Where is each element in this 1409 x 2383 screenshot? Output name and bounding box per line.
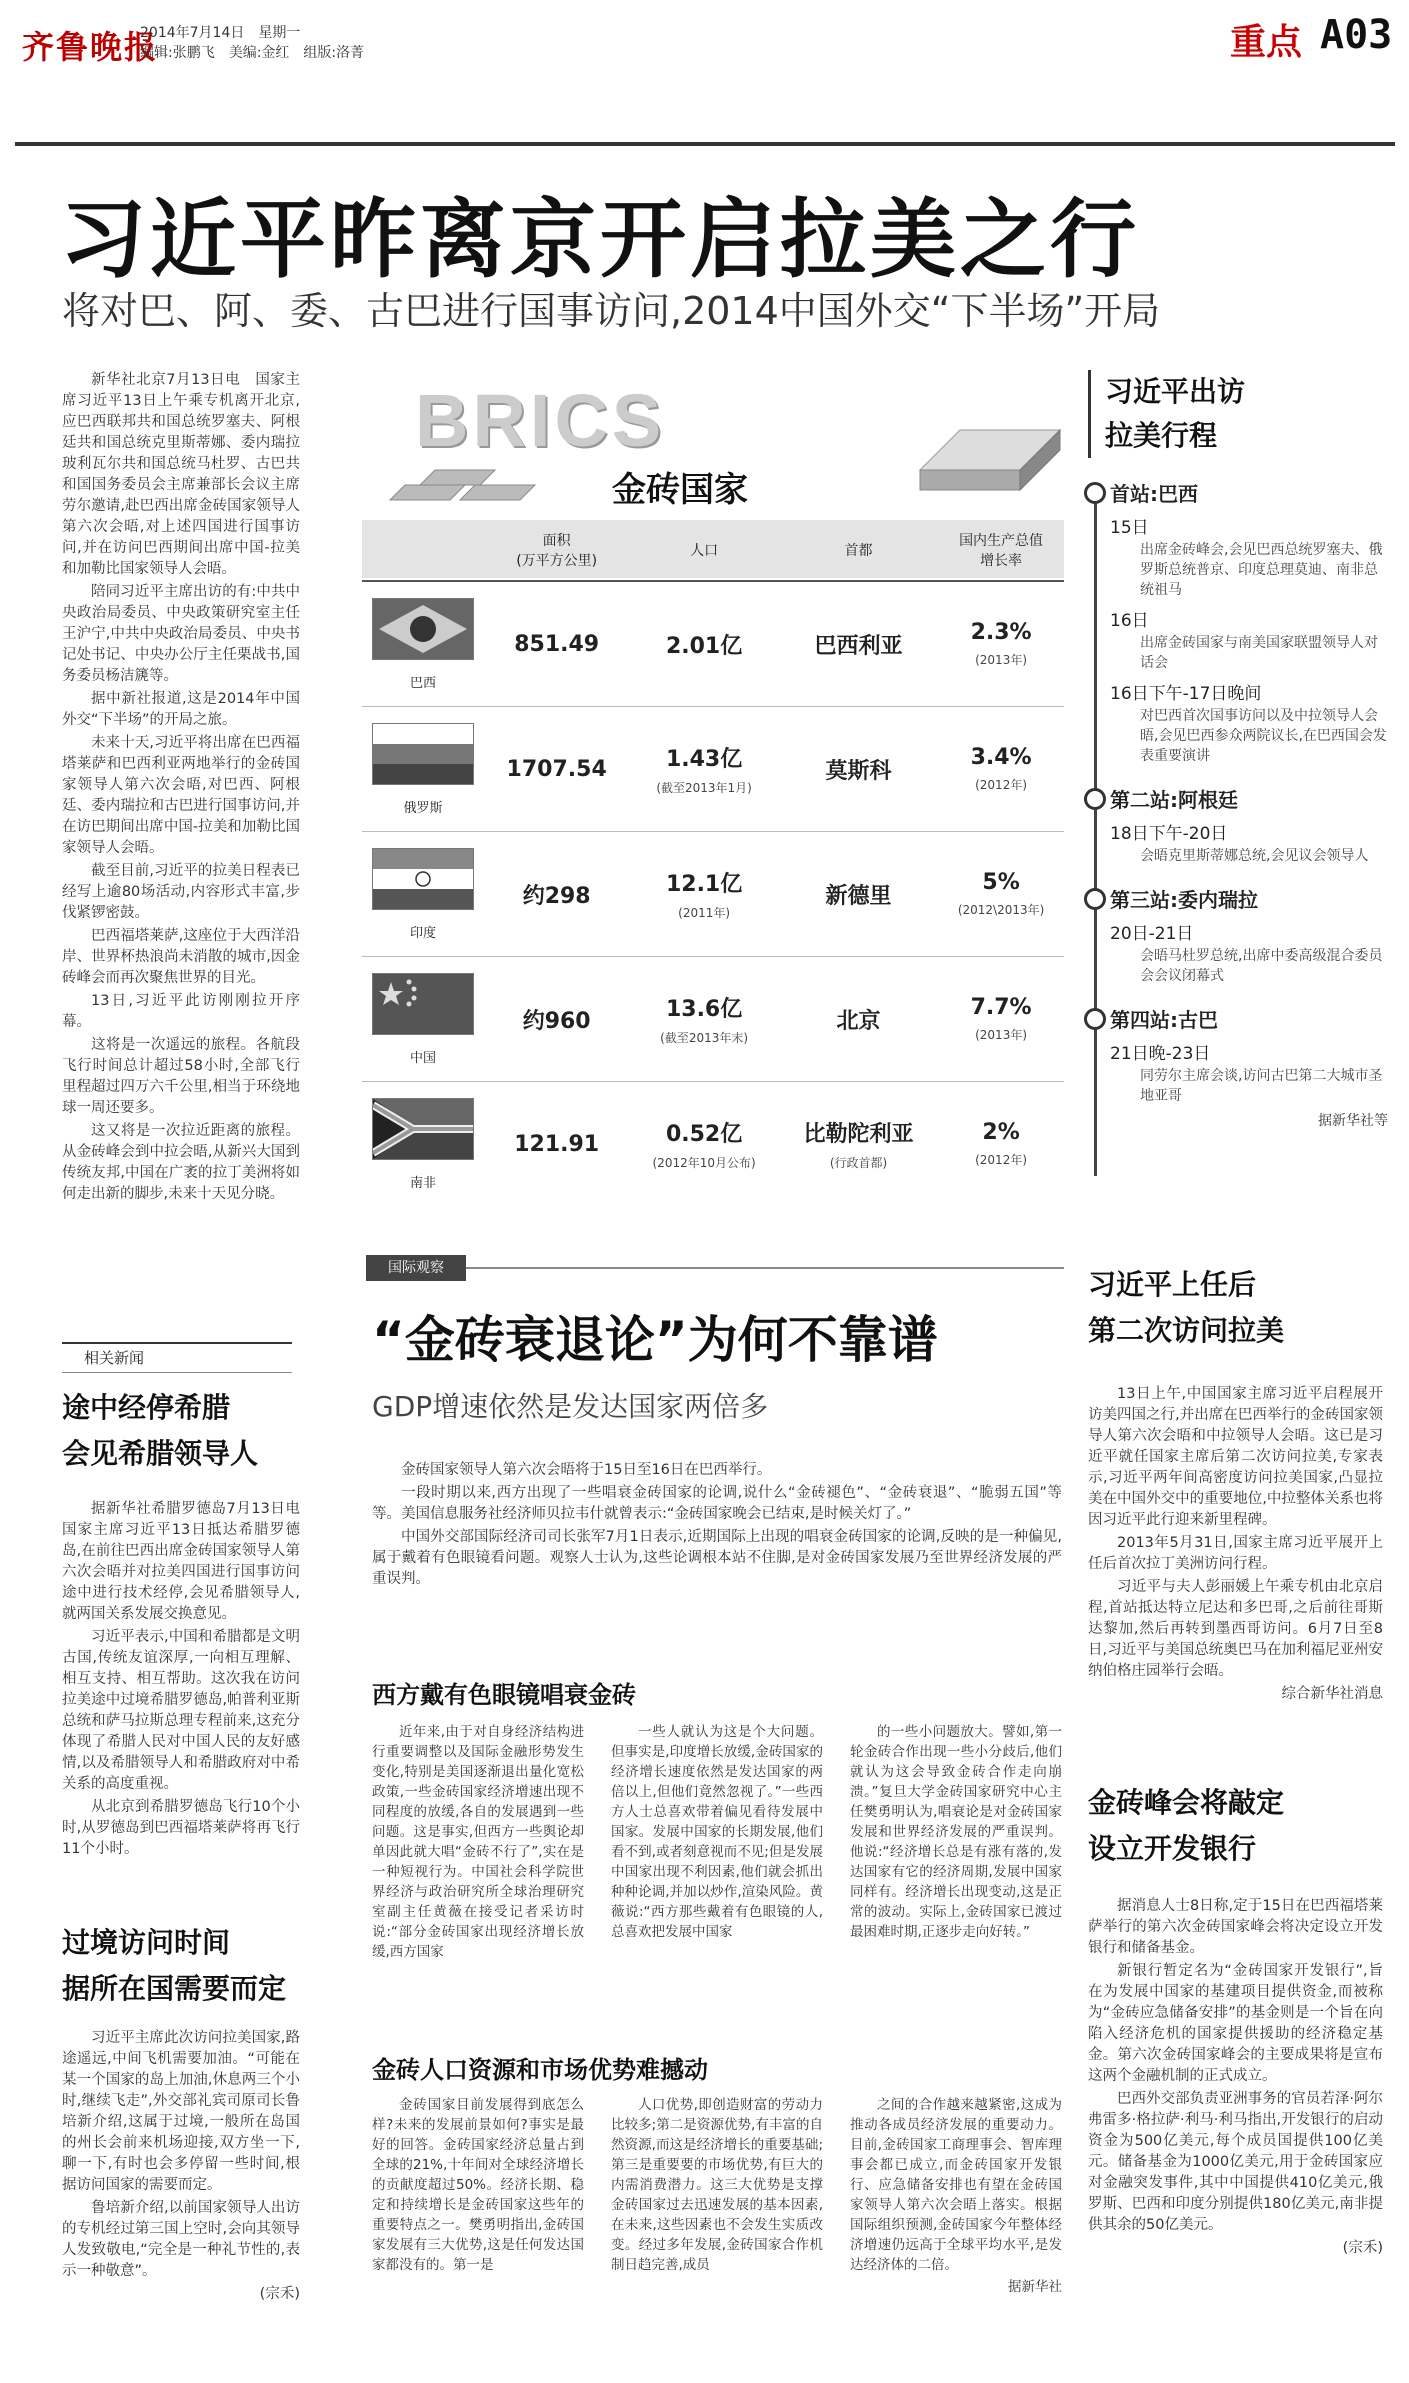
pop-cell (629, 1082, 779, 1207)
flag-cell (362, 581, 484, 707)
transit-title-1: 过境访问时间 (62, 1926, 231, 1959)
second-visit-source: 综合新华社消息 (1281, 1686, 1383, 1702)
brics-infographic (362, 370, 1064, 1245)
second-visit-paragraph: 13日上午,中国国家主席习近平启程展开访美四国之行,并出席在巴西举行的金砖国家领导人第六次会晤和中拉领导人会晤。这已是习近平就任国家主席后第二次访问拉美,专家表示,习近平两年间高密度访问拉美国家,凸显拉美在中国外交中的重要地位,中拉整体关系也将因习近平此行迎来新里程碑。 (1088, 1386, 1383, 1528)
bank-paragraph: 新银行暂定名为“金砖国家开发银行”,旨在为发展中国家的基建项目提供资金,而被称为“金砖应急储备安排”的基金则是一个旨在向陷入经济危机的国家提供援助的经济稳定基金。第六次金砖国家峰会的主要成果将是宣布这两个金融机制的正式成立。 (1088, 1963, 1383, 2084)
stop-date: 21日晚-23日 (1110, 1044, 1211, 1064)
section-label: 重点 (1230, 22, 1303, 63)
main-paragraph: 未来十天,习近平将出席在巴西福塔莱萨和巴西利亚两地举行的金砖国家领导人第六次会晤,对巴西、阿根廷、委内瑞拉和古巴进行国事访问,并在访巴期间出席中国-拉美和加勒比国家领导人会晤。 (62, 735, 300, 856)
timeline-dot-icon (1084, 788, 1106, 810)
pop-cell (629, 957, 779, 1082)
text-column: 之间的合作越来越紧密,这成为推动各成员经济发展的重要动力。目前,金砖国家工商理事会、智库理事会都已成立,而金砖国家开发银行、应急储备安排也有望在金砖国家领导人第六次会晤上落实。根据国际组织预测,金砖国家今年整体经济增速仍远高于全球平均水平,是发达经济体的二倍。 (850, 2097, 1062, 2273)
brics-title: 金砖国家 (612, 470, 748, 510)
gdp-note: (2012\2013年) (957, 903, 1045, 917)
intl-subsection-1-col (850, 1722, 1062, 1944)
flag-cell (362, 832, 484, 957)
timeline-dot-icon (1084, 1008, 1106, 1030)
gdp-value: 2% (982, 1120, 1020, 1145)
main-paragraph: 陪同习近平主席出访的有:中共中央政治局委员、中央政策研究室主任王沪宁,中共中央政治局委员、中央书记处书记、中央办公厅主任栗战书,国务委员杨洁篪等。 (62, 584, 300, 684)
table-row (362, 957, 1064, 1082)
intl-subsection-2-col (850, 2095, 1062, 2297)
table-row (362, 707, 1064, 832)
greece-paragraph: 习近平表示,中国和希腊都是文明古国,传统友谊深厚,一向相互理解、相互支持、相互帮助。这次我在访问拉美途中过境希腊罗德岛,帕普利亚斯总统和萨马拉斯总理专程前来,这充分体现了希腊人民对中国人民的友好感情,以及希腊领导人和希腊政府对中希关系的高度重视。 (62, 1629, 300, 1792)
itinerary-timeline (1088, 478, 1388, 1130)
bank-paragraph: 据消息人士8日称,定于15日在巴西福塔莱萨举行的第六次金砖国家峰会将决定设立开发银行和储备基金。 (1088, 1898, 1383, 1956)
china-flag-icon (372, 973, 474, 1035)
col-area-label: 面积 (万平方公里) (516, 533, 598, 569)
stop-date: 20日-21日 (1110, 924, 1194, 944)
page-number: A03 (1320, 12, 1393, 58)
transit-title-2: 据所在国需要而定 (62, 1972, 287, 2005)
gdp-cell (938, 707, 1064, 832)
pop-note: (截至2013年末) (660, 1031, 749, 1045)
col-flag (362, 520, 484, 581)
capital-value: 巴西利亚 (779, 581, 938, 707)
pop-cell (629, 581, 779, 707)
itinerary-stop (1110, 1004, 1388, 1033)
stop-event: 出席金砖国家与南美国家联盟领导人对话会 (1140, 635, 1378, 671)
pop-value: 12.1亿 (665, 872, 743, 897)
second-visit-title-2: 第二次访问拉美 (1088, 1314, 1285, 1347)
bank-source: (宗禾) (1342, 2240, 1383, 2256)
newspaper-logo: 齐鲁晚报 (22, 28, 159, 66)
pop-cell (629, 832, 779, 957)
pop-value: 0.52亿 (665, 1122, 743, 1147)
intl-subsection-1-col (372, 1722, 584, 1964)
gdp-note: (2012年) (975, 778, 1028, 792)
greece-title-1: 途中经停希腊 (62, 1391, 231, 1424)
stop-event: 对巴西首次国事访问以及中拉领导人会晤,会见巴西参众两院议长,在巴西国会发表重要演讲 (1140, 708, 1387, 764)
col-gdp (938, 520, 1064, 581)
gdp-value: 5% (982, 870, 1020, 895)
main-paragraph: 据中新社报道,这是2014年中国外交“下半场”的开局之旅。 (62, 691, 300, 728)
right-article-bank (1088, 1780, 1383, 2259)
capital-cell (779, 1082, 938, 1207)
stop-date: 16日下午-17日晚间 (1110, 684, 1262, 704)
brazil-flag-icon (372, 598, 474, 660)
transit-paragraph: 鲁培新介绍,以前国家领导人出访的专机经过第三国上空时,会向其领导人发致敬电,“完全是一种礼节性的,表示一种敬意”。 (62, 2200, 300, 2279)
gdp-value: 2.3% (970, 620, 1032, 645)
gdp-note: (2013年) (975, 653, 1028, 667)
table-row (362, 581, 1064, 707)
capital-value: 比勒陀利亚 (803, 1122, 914, 1147)
greece-title-2: 会见希腊领导人 (62, 1437, 259, 1470)
intl-lead-paragraph: 一段时期以来,西方出现了一些唱衰金砖国家的论调,说什么“金砖褪色”、“金砖衰退”、“脆弱五国”等等。美国信息服务社经济师贝拉韦什就曾表示:“金砖国家晚会已结束,是时候关灯了。” (372, 1485, 1062, 1522)
gold-bars-image (380, 430, 620, 510)
timeline-line (1094, 486, 1097, 1176)
main-headline: 习近平昨离京开启拉美之行 (60, 190, 1140, 290)
header-divider (15, 142, 1395, 146)
gdp-value: 3.4% (970, 745, 1032, 770)
country-name: 巴西 (409, 675, 436, 691)
intl-lead-paragraph: 中国外交部国际经济司司长张军7月1日表示,近期国际上出现的唱衰金砖国家的论调,反映的是一种偏见,属于戴着有色眼镜看问题。观察人士认为,这些论调根本站不住脚,是对金砖国家发展乃至世界经济发展的严重误判。 (372, 1529, 1062, 1587)
bank-title-2: 设立开发银行 (1088, 1832, 1257, 1865)
gdp-note: (2012年) (975, 1153, 1028, 1167)
greece-paragraph: 据新华社希腊罗德岛7月13日电 国家主席习近平13日抵达希腊罗德岛,在前往巴西出席金砖国家领导人第六次会晤并对拉美四国进行国事访问途中进行技术经停,会见希腊领导人,就两国关系发展交换意见。 (62, 1501, 315, 1622)
pop-note: (截至2013年1月) (656, 781, 752, 795)
itinerary-stop (1110, 784, 1388, 813)
pop-value: 2.01亿 (665, 633, 743, 659)
country-name: 印度 (409, 925, 436, 941)
country-name: 俄罗斯 (403, 800, 443, 816)
transit-source: (宗禾) (259, 2286, 300, 2302)
brics-banner-text: BRICS (415, 379, 666, 462)
main-subhead: 将对巴、阿、委、古巴进行国事访问,2014中国外交“下半场”开局 (62, 289, 1161, 333)
itinerary-stop (1110, 884, 1388, 913)
intl-lead-paragraph: 金砖国家领导人第六次会晤将于15日至16日在巴西举行。 (401, 1462, 772, 1478)
col-area (484, 520, 629, 581)
related-article-greece (62, 1385, 315, 1862)
capital-note: (行政首都) (829, 1156, 888, 1170)
country-name: 南非 (409, 1175, 436, 1191)
stop-event: 同劳尔主席会谈,访问古巴第二大城市圣地亚哥 (1140, 1068, 1383, 1104)
gdp-value: 7.7% (970, 995, 1032, 1020)
area-value: 约298 (484, 832, 629, 957)
date-line: 2014年7月14日 星期一 (140, 25, 301, 41)
intl-subhead: GDP增速依然是发达国家两倍多 (372, 1390, 769, 1423)
stop-name: 第二站:阿根廷 (1110, 788, 1238, 812)
intl-subsection-2-title: 金砖人口资源和市场优势难撼动 (372, 2056, 708, 2084)
bank-paragraph: 巴西外交部负责亚洲事务的官员若泽·阿尔弗雷多·格拉萨·利马·利马指出,开发银行的启动资金为500亿美元,每个成员国提供100亿美元。储备基金为1000亿美元,用于金砖国家应对金融突发事件,其中中国提供410亿美元,俄罗斯、巴西和印度分别提供180亿美元,南非提供其余的50亿美元。 (1088, 2091, 1383, 2233)
col-capital-label: 首都 (844, 543, 873, 559)
text-column: 一些人就认为这是个大问题。但事实是,印度增长放缓,金砖国家的经济增长速度依然是发达国家的两倍以上,但他们竟然忽视了。”一些西方人士总喜欢带着偏见看待发展中国家。发展中国家的长期发展,他们看不到,或者刻意视而不见;但是发展中国家出现不利因素,他们就会抓出种种论调,并加以炒作,渲染风险。黄薇说:“西方那些戴着有色眼镜的人,总喜欢把发展中国家 (611, 1724, 823, 1940)
transit-paragraph: 习近平主席此次访问拉美国家,路途遥远,中间飞机需要加油。“可能在某一个国家的岛上加油,休息两三个小时,继续飞走”,外交部礼宾司原司长鲁培新介绍,这属于过境,一般所在岛国的州长会前来机场迎接,双方坐一下,聊一下,有时也会多停留一些时间,根据访问国家的需要而定。 (62, 2030, 300, 2193)
gdp-cell (938, 832, 1064, 957)
brics-table (362, 520, 1064, 1206)
itinerary-stop (1110, 478, 1388, 507)
main-paragraph: 新华社北京7月13日电 国家主席习近平13日上午乘专机离开北京,应巴西联邦共和国总统罗塞夫、阿根廷共和国总统克里斯蒂娜、委内瑞拉玻利瓦尔共和国总统马杜罗、古巴共和国国务委员会主席兼部长会议主席劳尔邀请,赴巴西出席金砖国家领导人第六次会晤,对上述四国进行国事访问,并在访问巴西期间出席中国-拉美和加勒比国家领导人会晤。 (62, 372, 300, 577)
text-column: 近年来,由于对自身经济结构进行重要调整以及国际金融形势发生变化,特别是美国逐渐退出量化宽松政策,一些金砖国家经济增速出现不同程度的放缓,各自的发展遇到一些问题。这是事实,但西方一些舆论却单因此就大唱“金砖不行了”,实在是一种短视行为。中国社会科学院世界经济与政治研究所全球治理研究室副主任黄薇在接受记者采访时说:“部分金砖国家出现经济增长放缓,西方国家 (372, 1724, 584, 1960)
col-pop-label: 人口 (690, 543, 719, 559)
flag-cell (362, 957, 484, 1082)
area-value: 约960 (484, 957, 629, 1082)
itinerary-title-2: 拉美行程 (1105, 419, 1218, 452)
intl-subsection-2-col (611, 2095, 823, 2277)
main-paragraph: 这又将是一次拉近距离的旅程。从金砖峰会到中拉会晤,从新兴大国到传统友邦,中国在广袤的拉丁美洲将如何走出新的脚步,未来十天见分晓。 (62, 1123, 300, 1202)
second-visit-title-1: 习近平上任后 (1088, 1268, 1257, 1301)
related-article-transit (62, 1920, 300, 2305)
intl-headline: “金砖衰退论”为何不靠谱 (372, 1311, 938, 1369)
text-column: 人口优势,即创造财富的劳动力比较多;第二是资源优势,有丰富的自然资源,而这是经济增长的重要基础;第三是重要要的市场优势,有巨大的内需消费潜力。这三大优势是支撑金砖国家过去迅速发展的基本因素,在未来,这些因素也不会发生实质改变。经过多年发展,金砖国家合作机制日趋完善,成员 (611, 2097, 823, 2273)
timeline-dot-icon (1084, 888, 1106, 910)
stop-name: 第三站:委内瑞拉 (1110, 888, 1258, 912)
col-pop (629, 520, 779, 581)
tag-divider (466, 1267, 1064, 1269)
intl-subsection-1-col (611, 1722, 823, 1944)
stop-date: 18日下午-20日 (1110, 824, 1228, 844)
capital-value: 莫斯科 (779, 707, 938, 832)
stop-event: 会晤马杜罗总统,出席中委高级混合委员会会议闭幕式 (1140, 948, 1383, 984)
intl-subsection-2-col (372, 2095, 584, 2277)
stop-date: 15日 (1110, 518, 1149, 538)
right-article-second-visit (1088, 1262, 1383, 1705)
flag-cell (362, 1082, 484, 1207)
table-row (362, 1082, 1064, 1207)
greece-paragraph: 从北京到希腊罗德岛飞行10个小时,从罗德岛到巴西福塔莱萨将再飞行11个小时。 (62, 1799, 300, 1857)
timeline-dot-icon (1084, 482, 1106, 504)
stop-event: 会晤克里斯蒂娜总统,会见议会领导人 (1140, 848, 1369, 864)
intl-source: 据新华社 (1008, 2279, 1062, 2295)
related-news-label: 相关新闻 (84, 1349, 145, 1367)
text-column: 金砖国家目前发展得到底怎么样?未来的发展前景如何?事实是最好的回答。金砖国家经济总量占到全球的21%,十年间对全球经济增长的贡献度超过50%。经济长期、稳定和持续增长是金砖国家这些年的重要特点之一。樊勇明指出,金砖国家发展有三大优势,这是任何发达国家都没有的。第一是 (372, 2097, 584, 2273)
text-column: 的一些小问题放大。譬如,第一轮金砖合作出现一些小分歧后,他们就认为这会导致金砖合作走向崩溃。”复旦大学金砖国家研究中心主任樊勇明认为,唱衰论是对金砖国家发展和世界经济发展的严重误判。他说:“经济增长总是有涨有落的,发达国家有它的经济周期,发展中国家同样有。经济增长出现变动,这是正常的波动。实际上,金砖国家已渡过最困难时期,正逐步走向好转。” (850, 1724, 1062, 1940)
pop-value: 1.43亿 (665, 747, 743, 772)
capital-value: 新德里 (779, 832, 938, 957)
intl-subsection-1-title: 西方戴有色眼镜唱衰金砖 (372, 1681, 636, 1709)
main-paragraph: 巴西福塔莱萨,这座位于大西洋沿岸、世界杯热浪尚未消散的城市,因金砖峰会而再次聚焦世界的目光。 (62, 928, 300, 986)
intl-lead (372, 1460, 1062, 1592)
country-name: 中国 (409, 1050, 436, 1066)
itinerary-title-1: 习近平出访 (1105, 375, 1246, 408)
pop-note: (2011年) (678, 906, 731, 920)
intl-observation-tag: 国际观察 (366, 1255, 466, 1281)
itinerary-source: 据新华社等 (1318, 1113, 1388, 1129)
area-value: 121.91 (484, 1082, 629, 1207)
col-capital (779, 520, 938, 581)
stop-name: 首站:巴西 (1110, 482, 1198, 506)
main-paragraph: 截至目前,习近平的拉美日程表已经写上逾80场活动,内容形式丰富,步伐紧锣密鼓。 (62, 863, 300, 921)
pop-value: 13.6亿 (665, 997, 743, 1022)
gdp-cell (938, 581, 1064, 707)
capital-value: 北京 (779, 957, 938, 1082)
col-gdp-label: 国内生产总值 增长率 (959, 533, 1044, 569)
flag-cell (362, 707, 484, 832)
south-africa-flag-icon (372, 1098, 474, 1160)
itinerary-box (1088, 370, 1388, 1130)
main-paragraph: 13日,习近平此访刚刚拉开序幕。 (62, 993, 300, 1030)
related-news-tag (62, 1342, 292, 1373)
gdp-cell (938, 957, 1064, 1082)
editor-credits: 编辑:张鹏飞 美编:金红 组版:洛菁 (140, 45, 365, 61)
second-visit-paragraph: 2013年5月31日,国家主席习近平展开上任后首次拉丁美洲访问行程。 (1088, 1535, 1383, 1572)
gdp-cell (938, 1082, 1064, 1207)
table-row (362, 832, 1064, 957)
bank-title-1: 金砖峰会将敲定 (1088, 1786, 1285, 1819)
gold-bar-image (900, 390, 1070, 500)
main-article-body (62, 370, 300, 1207)
gdp-note: (2013年) (975, 1028, 1028, 1042)
area-value: 851.49 (484, 581, 629, 707)
stop-name: 第四站:古巴 (1110, 1008, 1218, 1032)
india-flag-icon (372, 848, 474, 910)
stop-date: 16日 (1110, 611, 1149, 631)
main-paragraph: 这将是一次遥远的旅程。各航段飞行时间总计超过58小时,全部飞行里程超过四万六千公里,相当于环绕地球一周还要多。 (62, 1037, 300, 1116)
page-header (0, 0, 1409, 150)
brics-banner (380, 370, 1060, 510)
second-visit-paragraph: 习近平与夫人彭丽媛上午乘专机由北京启程,首站抵达特立尼达和多巴哥,之后前往哥斯达黎加,然后再转到墨西哥访问。6月7日至8日,习近平与美国总统奥巴马在加利福尼亚州安纳伯格庄园举行会晤。 (1088, 1579, 1383, 1679)
pop-note: (2012年10月公布) (652, 1156, 756, 1170)
stop-event: 出席金砖峰会,会见巴西总统罗塞夫、俄罗斯总统普京、印度总理莫迪、南非总统祖马 (1140, 542, 1383, 598)
area-value: 1707.54 (484, 707, 629, 832)
pop-cell (629, 707, 779, 832)
russia-flag-icon (372, 723, 474, 785)
